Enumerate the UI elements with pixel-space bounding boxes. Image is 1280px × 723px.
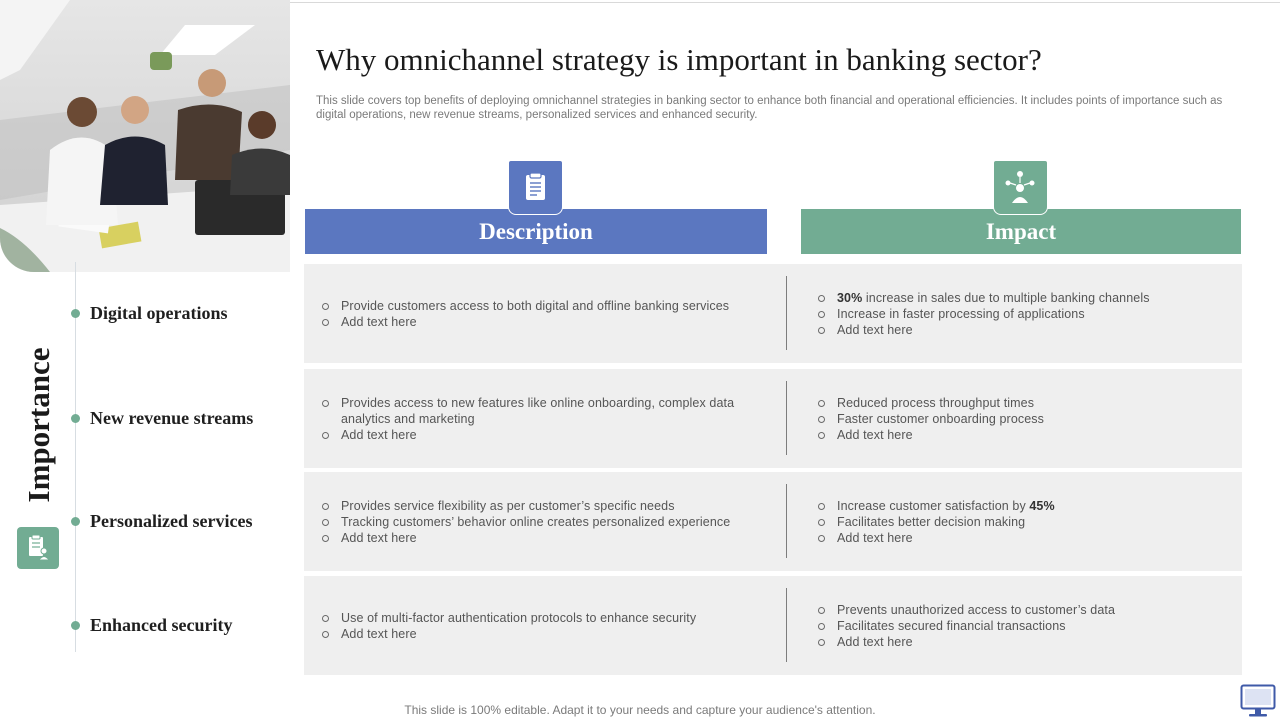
team-meeting-photo [0,0,290,272]
row-divider [786,276,787,350]
page-subtitle: This slide covers top benefits of deploying omnichannel strategies in banking sector to enhance both financial and operational efficiencies. It includes points of importance such as digital operations, new revenue streams, personalized services and enhanced security. [316,95,1223,121]
impact-point [818,290,1150,306]
impact-text: Facilitates better decision making [837,514,1026,529]
row-divider [786,484,787,558]
impact-text: Faster customer onboarding process [837,411,1044,426]
impact-point [818,618,1115,634]
row-divider [786,381,787,455]
impact-text: Add text here [837,322,913,337]
description-point: Add text here [322,626,696,642]
impact-point [818,634,1115,650]
clipboard-icon [508,160,563,215]
impact-point [818,602,1115,618]
description-point: Provides service flexibility as per customer’s specific needs [322,498,730,514]
impact-text: Facilitates secured financial transactions [837,618,1066,633]
importance-label: Importance [21,347,56,503]
footer-note: This slide is 100% editable. Adapt it to your needs and capture your audience's attention. [404,703,876,717]
top-divider [290,2,1280,3]
description-point: Provide customers access to both digital and offline banking services [322,298,729,314]
impact-text: Prevents unauthorized access to customer’s data [837,602,1115,617]
importance-item-digital-operations: Digital operations [90,303,228,323]
timeline-line [75,262,76,652]
importance-item-new-revenue-streams: New revenue streams [90,408,254,428]
row-divider [786,588,787,662]
description-header: Description [305,209,767,254]
impact-text: Reduced process throughput times [837,395,1035,410]
impact-text: Add text here [837,634,913,649]
impact-point [818,322,1150,338]
description-cell [322,369,772,468]
page-title: Why omnichannel strategy is important in banking sector? [316,42,1042,77]
description-cell [322,264,772,363]
impact-cell [818,576,1228,675]
importance-item-enhanced-security: Enhanced security [90,615,233,635]
importance-item-personalized-services: Personalized services [90,511,253,531]
network-person-icon [993,160,1048,215]
impact-point [818,530,1055,546]
bullet-dot [71,517,80,526]
impact-point [818,306,1150,322]
description-cell [322,472,772,571]
table-row [304,369,1242,468]
impact-cell [818,264,1228,363]
impact-point [818,514,1055,530]
description-cell [322,576,772,675]
impact-point [818,427,1044,443]
impact-header: Impact [801,209,1241,254]
description-point: Add text here [322,530,730,546]
description-point: Add text here [322,314,729,330]
document-person-icon [17,527,59,569]
impact-text: Increase in faster processing of applications [837,306,1085,321]
impact-point [818,411,1044,427]
table-row [304,264,1242,363]
impact-point [818,498,1055,514]
impact-text: Increase customer satisfaction by [837,498,1030,513]
impact-cell [818,369,1228,468]
impact-text: Add text here [837,427,913,442]
description-point: Tracking customers’ behavior online creates personalized experience [322,514,730,530]
impact-text: Add text here [837,530,913,545]
description-point: Use of multi-factor authentication protocols to enhance security [322,610,696,626]
impact-highlight: 30% [837,290,863,305]
table-row [304,472,1242,571]
bullet-dot [71,414,80,423]
table-row [304,576,1242,675]
impact-text: increase in sales due to multiple banking channels [862,290,1150,305]
impact-cell [818,472,1228,571]
impact-highlight: 45% [1029,498,1055,513]
bullet-dot [71,309,80,318]
description-point: Add text here [322,427,772,443]
impact-point [818,395,1044,411]
description-point: Provides access to new features like online onboarding, complex data analytics and marketing [322,395,772,427]
monitor-icon [1240,684,1276,723]
bullet-dot [71,621,80,630]
